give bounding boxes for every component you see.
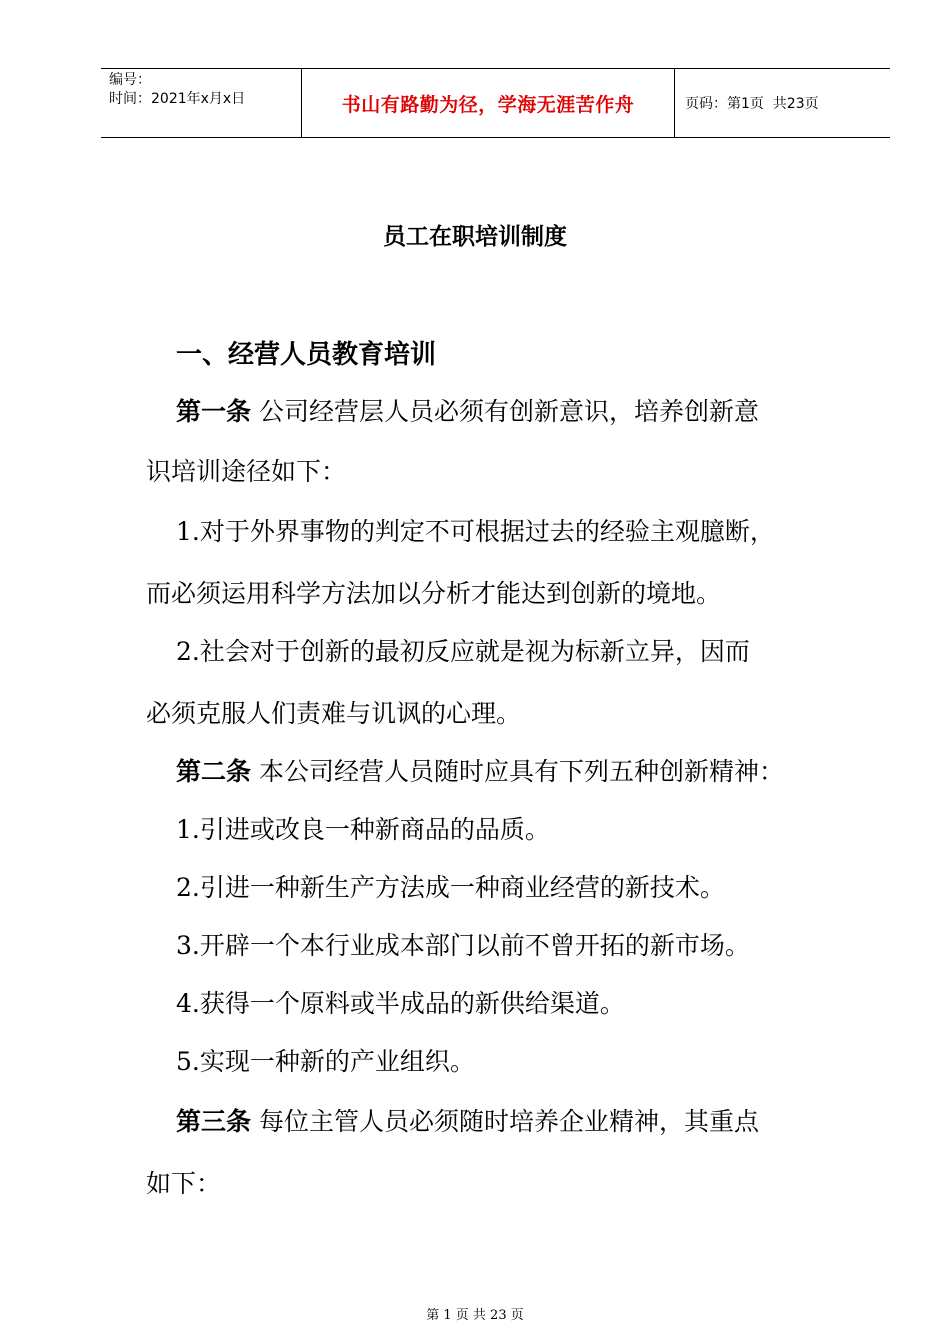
article-2-text: 本公司经营人员随时应具有下列五种创新精神： bbox=[258, 757, 784, 786]
article-2-label: 第二条 bbox=[176, 757, 252, 786]
article-1-label: 第一条 bbox=[176, 397, 252, 426]
item-1-1-line-1: 1.对于外界事物的判定不可根据过去的经验主观臆断， bbox=[176, 517, 775, 546]
item-2-3: 3.开辟一个本行业成本部门以前不曾开拓的新市场。 bbox=[176, 931, 750, 960]
header-page-info bbox=[675, 69, 890, 137]
document-number-label: 编号： bbox=[109, 72, 151, 88]
item-1-2-line-2: 必须克服人们责难与讥讽的心理。 bbox=[146, 699, 522, 728]
document-title: 员工在职培训制度 bbox=[383, 224, 567, 250]
header-motto: 书山有路勤为径，学海无涯苦作舟 bbox=[302, 69, 675, 137]
item-2-4: 4.获得一个原料或半成品的新供给渠道。 bbox=[176, 989, 625, 1018]
page-header bbox=[101, 68, 890, 138]
item-2-2: 2.引进一种新生产方法成一种商业经营的新技术。 bbox=[176, 873, 725, 902]
article-2-line-1 bbox=[176, 752, 784, 788]
item-1-1-line-2: 而必须运用科学方法加以分析才能达到创新的境地。 bbox=[146, 579, 722, 608]
section-heading-1: 一、经营人员教育培训 bbox=[176, 340, 437, 370]
article-3-label: 第三条 bbox=[176, 1107, 252, 1136]
item-2-1: 1.引进或改良一种新商品的品质。 bbox=[176, 815, 550, 844]
document-time-label: 时间：2021年x月x日 bbox=[109, 91, 246, 107]
item-2-5: 5.实现一种新的产业组织。 bbox=[176, 1047, 475, 1076]
article-1-text-a: 公司经营层人员必须有创新意识，培养创新意 bbox=[258, 397, 759, 426]
article-3-line-2: 如下： bbox=[146, 1169, 222, 1198]
header-page-info-text: 页码：第1页 共23页 bbox=[685, 96, 819, 112]
article-1-line-2: 识培训途径如下： bbox=[146, 457, 347, 486]
item-1-2-line-1: 2.社会对于创新的最初反应就是视为标新立异，因而 bbox=[176, 637, 750, 666]
article-3-line-1 bbox=[176, 1102, 759, 1138]
article-3-text-a: 每位主管人员必须随时培养企业精神，其重点 bbox=[258, 1107, 759, 1136]
header-meta bbox=[101, 69, 302, 137]
page-footer: 第 1 页 共 23 页 bbox=[426, 1308, 524, 1323]
article-1-line-1 bbox=[176, 392, 759, 428]
